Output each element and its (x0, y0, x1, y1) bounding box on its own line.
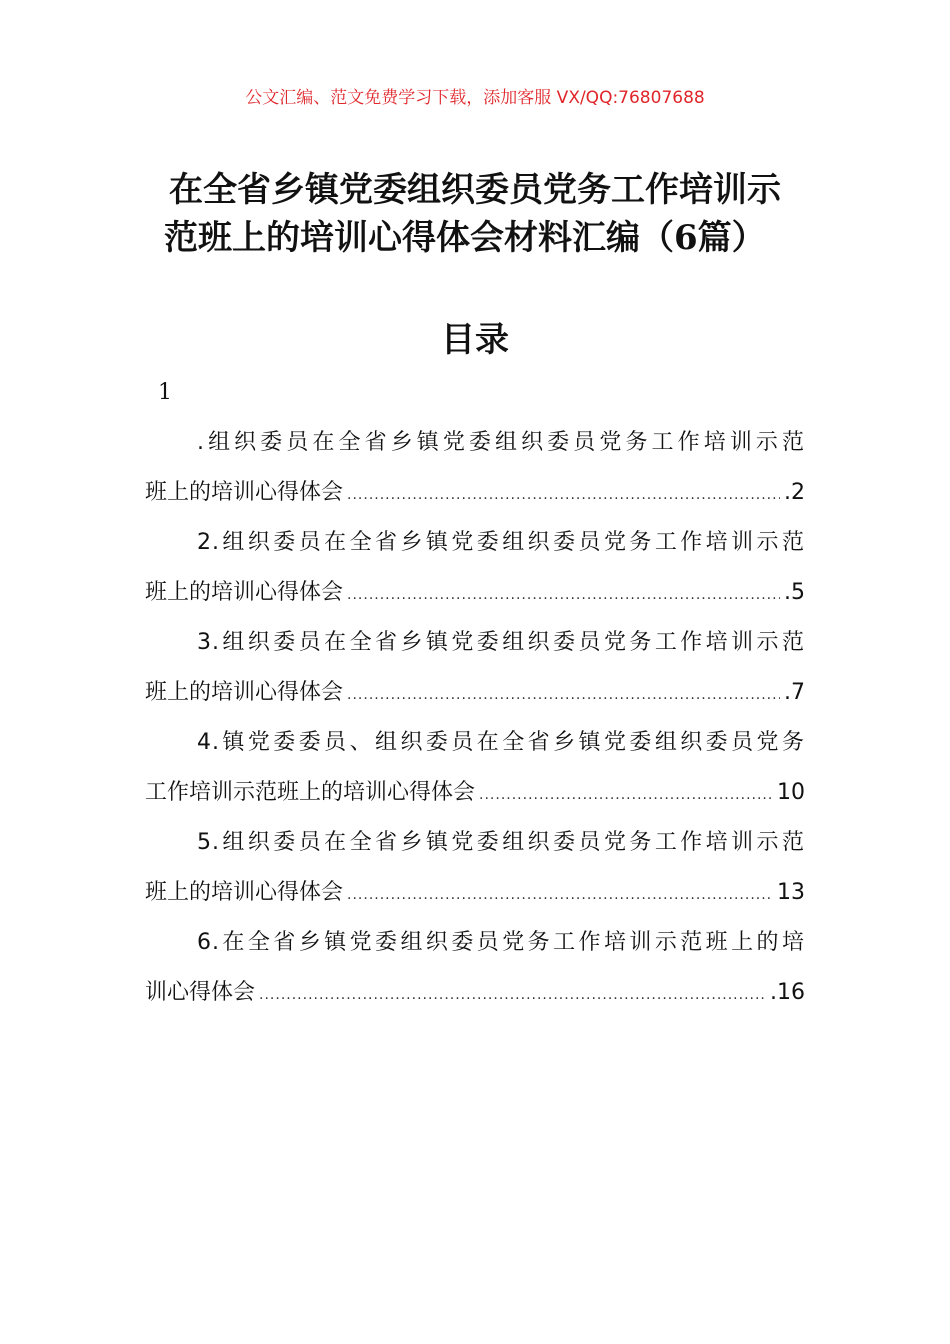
toc-page-number: .5 (784, 580, 805, 605)
toc-entry[interactable] (145, 718, 805, 818)
toc-entry-title-cont: 工作培训示范班上的培训心得体会 (145, 780, 476, 805)
toc-page-number: .16 (770, 980, 805, 1005)
toc-entry[interactable] (145, 918, 805, 1018)
toc-leader-dots (347, 570, 780, 620)
toc-leader-dots (347, 870, 773, 920)
toc-entry-title: 2.组织委员在全省乡镇党委组织委员党务工作培训示范 (197, 530, 805, 555)
toc-entry[interactable] (145, 818, 805, 918)
toc-stray-number: 1 (158, 380, 172, 405)
toc-entry-title-cont: 班上的培训心得体会 (145, 480, 344, 505)
toc-entry-title-cont: 训心得体会 (145, 980, 256, 1005)
toc-entry-title-cont: 班上的培训心得体会 (145, 880, 344, 905)
title-line-2: 范班上的培训心得体会材料汇编（6篇） (164, 218, 766, 258)
title-line-1: 在全省乡镇党委组织委员党务工作培训示 (169, 170, 781, 210)
toc-page-number: 13 (777, 880, 805, 905)
toc-page-number: .7 (784, 680, 805, 705)
toc-entry-title: 5.组织委员在全省乡镇党委组织委员党务工作培训示范 (197, 830, 805, 855)
toc-entry-title: 4.镇党委委员、组织委员在全省乡镇党委组织委员党务 (197, 730, 805, 755)
toc-leader-dots (259, 970, 766, 1020)
table-of-contents (145, 418, 805, 1018)
toc-heading: 目录 (441, 320, 509, 360)
toc-leader-dots (347, 470, 780, 520)
toc-entry-title: 3.组织委员在全省乡镇党委组织委员党务工作培训示范 (197, 630, 805, 655)
toc-entry-title: .组织委员在全省乡镇党委组织委员党务工作培训示范 (197, 430, 805, 455)
document-title (140, 166, 810, 262)
toc-entry-title-cont: 班上的培训心得体会 (145, 580, 344, 605)
toc-page-number: .2 (784, 480, 805, 505)
toc-entry[interactable] (145, 618, 805, 718)
toc-entry-title-cont: 班上的培训心得体会 (145, 680, 344, 705)
promo-banner: 公文汇编、范文免费学习下载，添加客服 VX/QQ:76807688 (245, 88, 705, 108)
toc-entry-title: 6.在全省乡镇党委组织委员党务工作培训示范班上的培 (197, 930, 805, 955)
toc-page-number: 10 (777, 780, 805, 805)
toc-entry[interactable] (145, 418, 805, 518)
toc-entry[interactable] (145, 518, 805, 618)
toc-leader-dots (347, 670, 780, 720)
toc-leader-dots (479, 770, 773, 820)
